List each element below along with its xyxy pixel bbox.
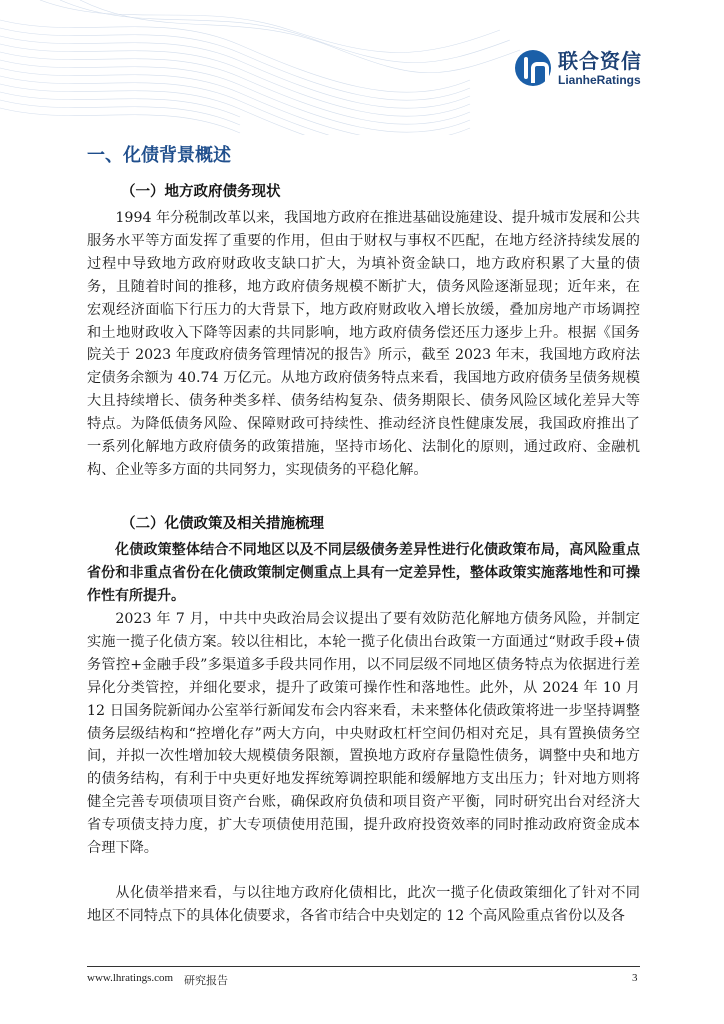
body-paragraph-measures: 从化债举措来看，与以往地方政府化债相比，此次一揽子化债政策细化了针对不同地区不同特点下的具体化债要求，各省市结合中央划定的 12 个高风险重点省份以及各 — [87, 885, 640, 924]
logo-chinese-name: 联合资信 — [558, 48, 642, 73]
section-heading: 一、化债背景概述 — [87, 145, 231, 166]
footer-website-link[interactable]: www.lhratings.com — [87, 972, 174, 984]
footer-divider — [87, 966, 640, 967]
footer-report-label: 研究报告 — [184, 975, 228, 987]
body-paragraph-policy: 2023 年 7 月，中共中央政治局会议提出了要有效防范化解地方债务风险，并制定实施一揽子化债方案。较以往相比，本轮一揽子化债出台政策一方面通过“财政手段+债务管控+金融手段”多渠道多手段共同作用，以不同层级不同地区债务特点为依据进行差异化分类管控，并细化要求，提升了政策可操作性和落地性。此外，从 2024 年 10 月 12 日国务院新闻办公室举行新闻发布会内容来看，未来整体化债政策将进一步坚持调整债务层级结构和“控增化存”两大方向，中央财政杠杆空间仍相对充足，具有置换债务空间，并拟一次性增加较大规模债务限额，置换地方政府存量隐性债务，调整中央和地方的债务结构，有利于中央更好地发挥统筹调控职能和缓解地方支出压力；针对地方则将健全完善专项债项目资产台账，确保政府负债和项目资产平衡，同时研究出台对经济大省专项债支持力度，扩大专项债使用范围，提升政府投资效率的同时推动政府资金成本合理下降。 — [87, 611, 640, 857]
body-paragraph-debt-status: 1994 年分税制改革以来，我国地方政府在推进基础设施建设、提升城市发展和公共服务水平等方面发挥了重要的作用，但由于财权与事权不匹配，在地方经济持续发展的过程中导致地方政府财政收支缺口扩大，为填补资金缺口，地方政府积累了大量的债务，且随着时间的推移，地方政府债务规模不断扩大，债务风险逐渐显现；近年来，在宏观经济面临下行压力的大背景下，地方政府财政收入增长放缓，叠加房地产市场调控和土地财政收入下降等因素的共同影响，地方政府债务偿还压力逐步上升。根据《国务院关于 2023 年度政府债务管理情况的报告》所示，截至 2023 年末，我国地方政府法定债务余额为 40.74 万亿元。从地方政府债务特点来看，我国地方政府债务呈债务规模大且持续增长、债务种类多样、债务结构复杂、债务期限长、债务风险区域化差异大等特点。为降低债务风险、保障财政可持续性、推动经济良性健康发展，我国政府推出了一系列化解地方政府债务的政策措施，坚持市场化、法制化的原则，通过政府、金融机构、企业等多方面的共同努力，实现债务的平稳化解。 — [87, 210, 640, 478]
lianhe-logo-icon — [515, 50, 551, 86]
subsection-heading-2: （二）化债政策及相关措施梳理 — [121, 516, 324, 532]
bold-summary-paragraph: 化债政策整体结合不同地区以及不同层级债务差异性进行化债政策布局，高风险重点省份和非重点省份在化债政策制定侧重点上具有一定差异性，整体政策实施落地性和可操作性有所提升。 — [87, 542, 640, 604]
page-number: 3 — [632, 972, 638, 984]
subsection-heading-1: （一）地方政府债务现状 — [121, 184, 281, 200]
lianhe-ratings-logo — [515, 50, 642, 86]
logo-english-name: LianheRatings — [558, 72, 641, 87]
